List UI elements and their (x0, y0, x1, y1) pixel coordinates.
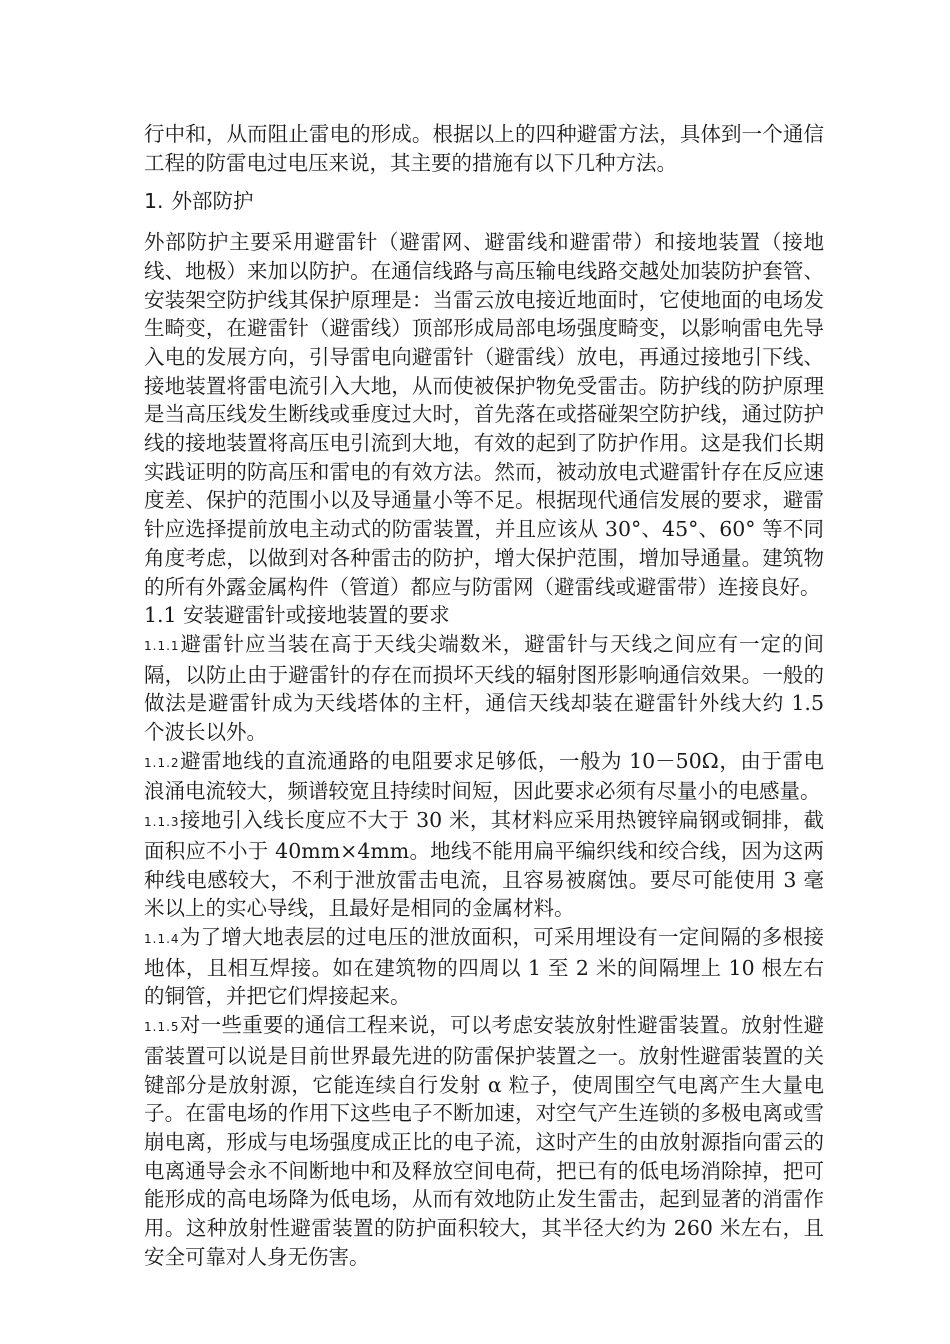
item-number: 1.1.3 (144, 815, 180, 830)
item-text: 对一些重要的通信工程来说，可以考虑安装放射性避雷装置。放射性避雷装置可以说是目前世界最先进的防雷保护装置之一。放射性避雷装置的关键部分是放射源，它能连续自行发射 α 粒子，使周围空气电离产生大量电子。在雷电场的作用下这些电子不断加速，对空气产生连锁的多极电离或雪崩电离，形成与电场强度成正比的电子流，这时产生的由放射源指向雷云的电离通导会永不间断地中和及释放空间电荷，把已有的低电场消除掉，把可能形成的高电场降为低电场，从而有效地防止发生雷击，起到显著的消雷作用。这种放射性避雷装置的防护面积较大，其半径大约为 260 米左右，且安全可靠对人身无伤害。 (144, 1013, 824, 1269)
document-page (144, 120, 824, 1271)
item-text: 避雷针应当装在高于天线尖端数米，避雷针与天线之间应有一定的间隔，以防止由于避雷针的存在而损坏天线的辐射图形影响通信效果。一般的做法是避雷针成为天线塔体的主杆，通信天线却装在避雷针外线大约 1.5 个波长以外。 (144, 631, 824, 745)
intro-paragraph: 行中和，从而阻止雷电的形成。根据以上的四种避雷方法，具体到一个通信工程的防雷电过电压来说，其主要的措施有以下几种方法。 (144, 122, 824, 175)
list-item (144, 1011, 824, 1271)
item-text: 为了增大地表层的过电压的泄放面积，可采用埋设有一定间隔的多根接地体，且相互焊接。如在建筑物的四周以 1 至 2 米的间隔埋上 10 根左右的铜管，并把它们焊接起来。 (144, 924, 824, 1009)
item-number: 1.1.5 (144, 1020, 180, 1035)
list-item (144, 630, 824, 747)
list-item (144, 747, 824, 806)
item-text: 避雷地线的直流通路的电阻要求足够低，一般为 10－50Ω，由于雷电浪涌电流较大，频谱较宽且持续时间短，因此要求必须有尽量小的电感量。 (144, 748, 824, 804)
subsection-title: 1.1 安装避雷针或接地装置的要求 (144, 603, 450, 628)
list-item (144, 923, 824, 1011)
section-number: 1. (144, 189, 164, 214)
section-body-paragraph: 外部防护主要采用避雷针（避雷网、避雷线和避雷带）和接地装置（接地线、地极）来加以防护。在通信线路与高压输电线路交越处加装防护套管、安装架空防护线其保护原理是：当雷云放电接近地面时，它使地面的电场发生畸变，在避雷针（避雷线）顶部形成局部电场强度畸变，以影响雷电先导入电的发展方向，引导雷电向避雷针（避雷线）放电，再通过接地引下线、接地装置将雷电流引入大地，从而使被保护物免受雷击。防护线的防护原理是当高压线发生断线或垂度过大时，首先落在或搭碰架空防护线，通过防护线的接地装置将高压电引流到大地，有效的起到了防护作用。这是我们长期实践证明的防高压和雷电的有效方法。然而，被动放电式避雷针存在反应速度差、保护的范围小以及导通量小等不足。根据现代通信发展的要求，避雷针应选择提前放电主动式的防雷装置，并且应该从 30°、45°、60° 等不同角度考虑，以做到对各种雷击的防护，增大保护范围，增加导通量。建筑物的所有外露金属构件（管道）都应与防雷网（避雷线或避雷带）连接良好。 (144, 230, 824, 599)
item-text: 接地引入线长度应不大于 30 米，其材料应采用热镀锌扁钢或铜排，截面积应不小于 40mm×4mm。地线不能用扁平编织线和绞合线，因为这两种线电感较大，不利于泄放雷击电流，且容易被腐蚀。要尽可能使用 3 毫米以上的实心导线，且最好是相同的金属材料。 (144, 808, 824, 921)
item-number: 1.1.2 (144, 755, 180, 770)
list-item (144, 806, 824, 923)
section-title: 外部防护 (171, 189, 254, 214)
section-heading (144, 187, 824, 216)
item-number: 1.1.4 (144, 931, 180, 946)
item-number: 1.1.1 (144, 638, 180, 653)
